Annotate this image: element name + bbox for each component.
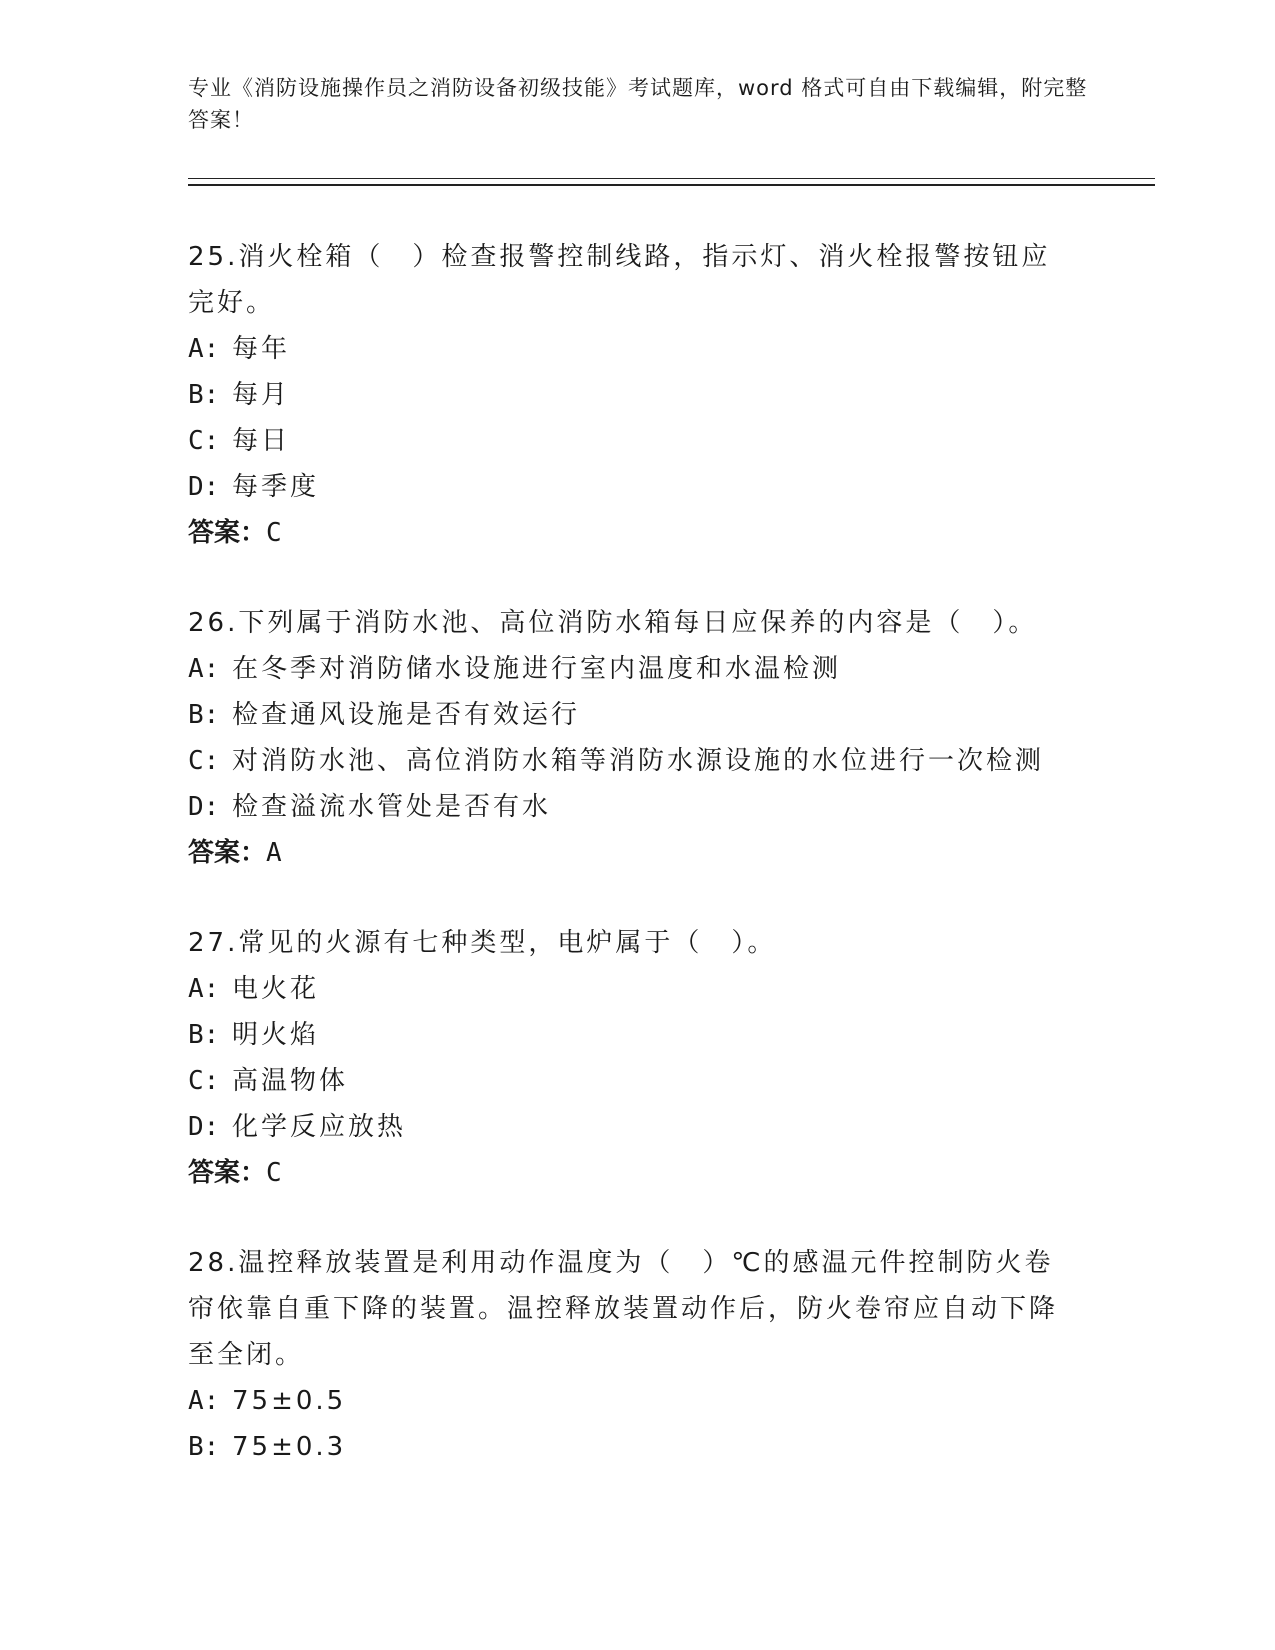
option-text: 检查通风设施是否有效运行 xyxy=(232,700,581,730)
option-a xyxy=(188,326,1068,372)
answer-line xyxy=(188,510,1068,556)
option-letter: C: xyxy=(188,426,220,456)
option-letter: B: xyxy=(188,700,220,730)
option-b xyxy=(188,692,1068,738)
option-letter: A: xyxy=(188,334,220,364)
answer-value: A xyxy=(266,838,282,868)
option-text: 化学反应放热 xyxy=(232,1112,407,1142)
option-letter: A: xyxy=(188,654,220,684)
answer-label: 答案： xyxy=(188,518,267,548)
question-stem: 28.温控释放装置是利用动作温度为（ ）℃的感温元件控制防火卷帘依靠自重下降的装置。温控释放装置动作后，防火卷帘应自动下降至全闭。 xyxy=(188,1248,1059,1370)
option-text: 75±0.5 xyxy=(232,1386,347,1416)
option-text: 每日 xyxy=(232,426,291,456)
option-text: 每月 xyxy=(232,380,291,410)
question-stem: 26.下列属于消防水池、高位消防水箱每日应保养的内容是（ ）。 xyxy=(188,608,1038,638)
question-stem: 25.消火栓箱（ ）检查报警控制线路，指示灯、消火栓报警按钮应完好。 xyxy=(188,242,1051,318)
option-a xyxy=(188,1378,1068,1424)
question-28 xyxy=(188,1240,1068,1470)
option-b xyxy=(188,372,1068,418)
option-letter: B: xyxy=(188,1432,220,1462)
header-divider-thin xyxy=(188,178,1155,179)
option-letter: C: xyxy=(188,746,220,776)
answer-label: 答案： xyxy=(188,838,267,868)
option-letter: D: xyxy=(188,1112,220,1142)
option-c xyxy=(188,1058,1068,1104)
option-text: 检查溢流水管处是否有水 xyxy=(232,792,552,822)
option-letter: B: xyxy=(188,1020,220,1050)
option-text: 高温物体 xyxy=(232,1066,349,1096)
header-divider-thick xyxy=(188,184,1155,186)
option-letter: A: xyxy=(188,1386,220,1416)
option-c xyxy=(188,738,1068,784)
answer-value: C xyxy=(266,1158,282,1188)
option-text: 每年 xyxy=(232,334,291,364)
option-letter: D: xyxy=(188,792,220,822)
question-list xyxy=(188,234,1068,1514)
answer-line xyxy=(188,1150,1068,1196)
option-d xyxy=(188,464,1068,510)
option-text: 对消防水池、高位消防水箱等消防水源设施的水位进行一次检测 xyxy=(232,746,1045,776)
question-27 xyxy=(188,920,1068,1196)
option-letter: C: xyxy=(188,1066,220,1096)
question-26 xyxy=(188,600,1068,876)
document-header: 专业《消防设施操作员之消防设备初级技能》考试题库，word 格式可自由下载编辑，附完整答案！ xyxy=(188,76,1088,132)
option-b xyxy=(188,1012,1068,1058)
answer-line xyxy=(188,830,1068,876)
option-text: 明火焰 xyxy=(232,1020,320,1050)
option-d xyxy=(188,784,1068,830)
answer-value: C xyxy=(266,518,282,548)
question-stem: 27.常见的火源有七种类型，电炉属于（ ）。 xyxy=(188,928,777,958)
option-text: 75±0.3 xyxy=(232,1432,347,1462)
answer-label: 答案： xyxy=(188,1158,267,1188)
option-a xyxy=(188,966,1068,1012)
option-text: 电火花 xyxy=(232,974,320,1004)
option-letter: B: xyxy=(188,380,220,410)
option-b xyxy=(188,1424,1068,1470)
option-letter: A: xyxy=(188,974,220,1004)
option-c xyxy=(188,418,1068,464)
option-a xyxy=(188,646,1068,692)
option-d xyxy=(188,1104,1068,1150)
option-text: 每季度 xyxy=(232,472,320,502)
option-letter: D: xyxy=(188,472,220,502)
option-text: 在冬季对消防储水设施进行室内温度和水温检测 xyxy=(232,654,842,684)
question-25 xyxy=(188,234,1068,556)
